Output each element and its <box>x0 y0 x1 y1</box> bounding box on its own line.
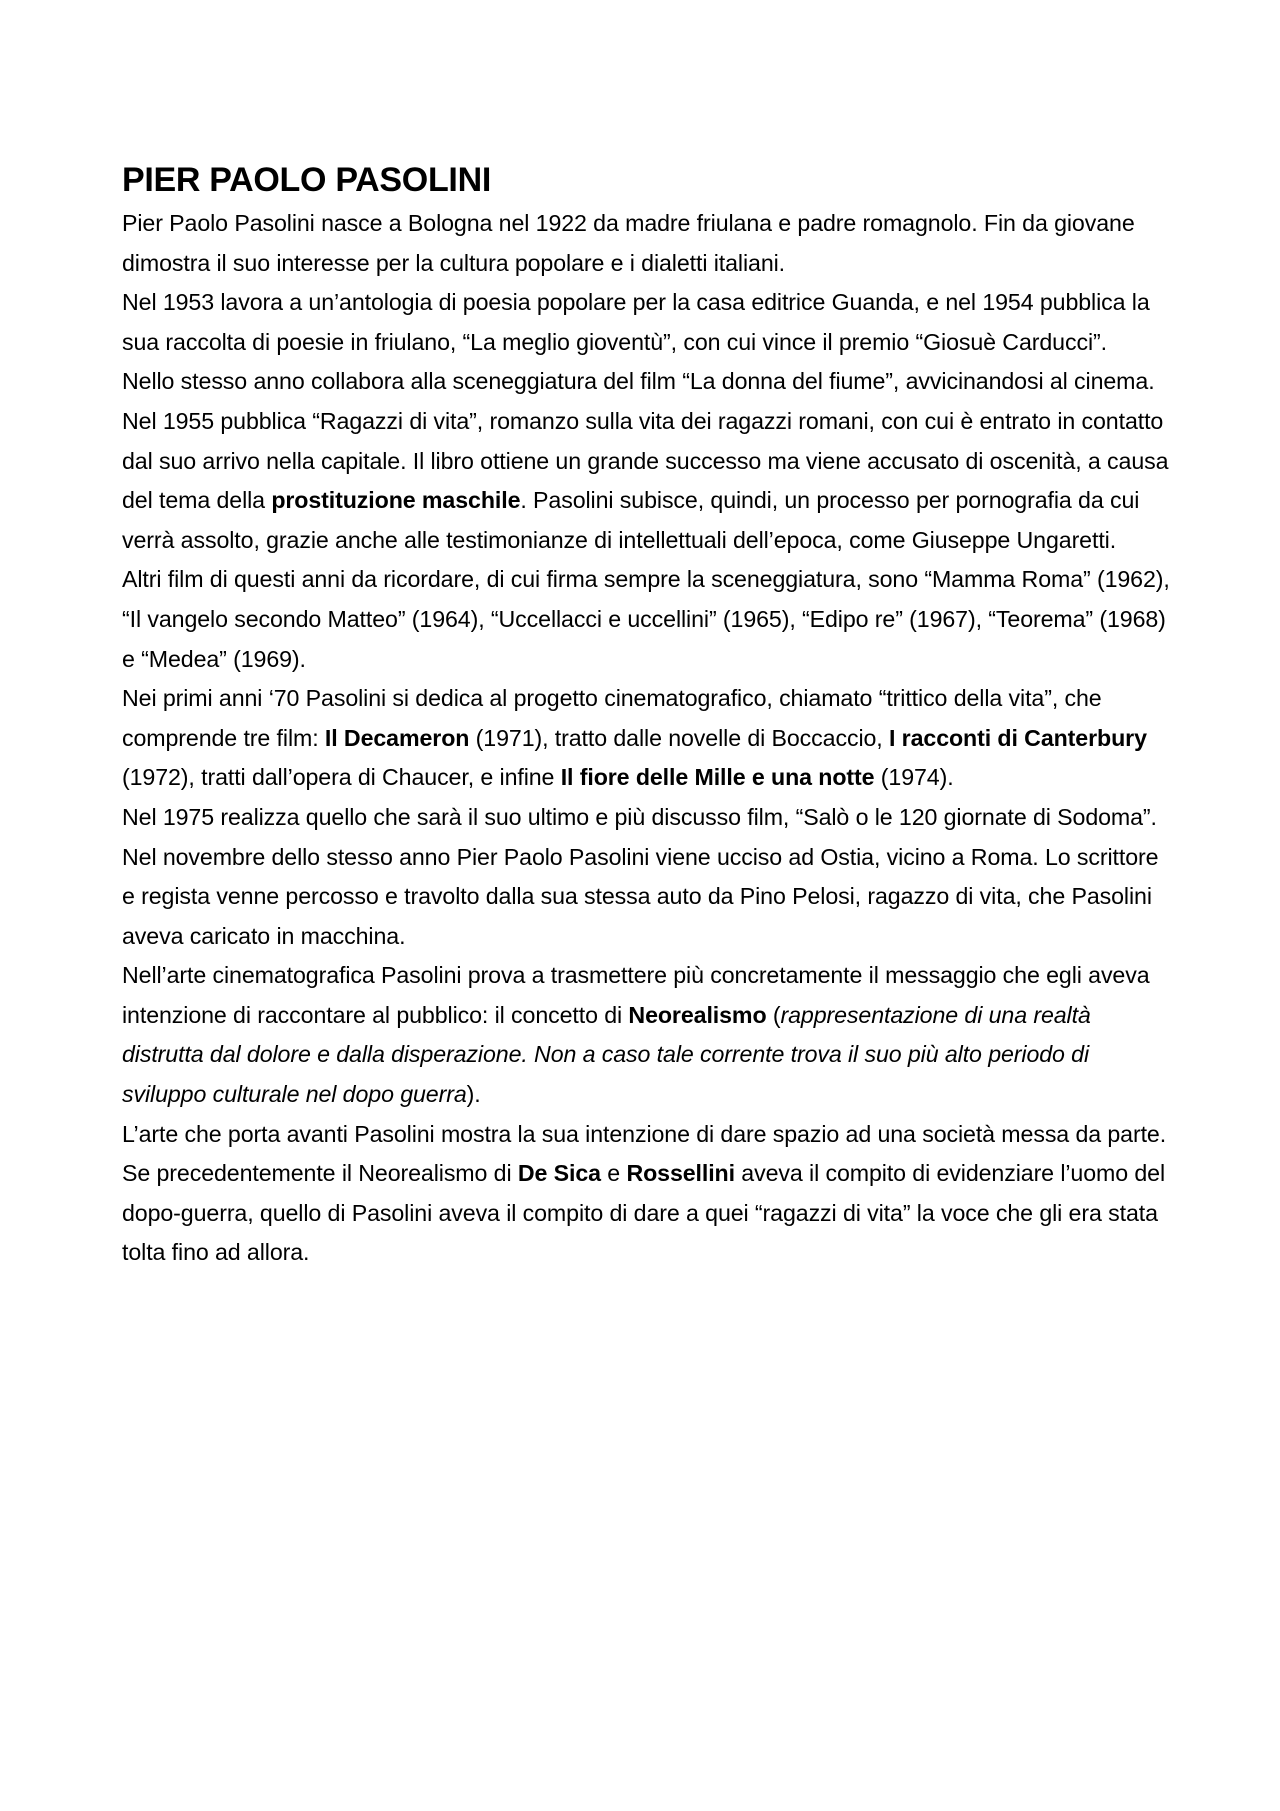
italic-text: rappresentazione di una realtà distrutta dal dolore e dalla disperazione. Non a caso tale corrente trova il suo più alto periodo di sviluppo culturale nel dopo guerra <box>122 1001 1091 1108</box>
paragraph-text: . Pasolini subisce, quindi, un processo per pornografia da cui verrà assolto, grazie anche alle testimonianze di intellettuali dell’epoca, come Giuseppe Ungaretti. <box>122 487 1140 553</box>
paragraph-text: Nel 1953 lavora a un’antologia di poesia popolare per la casa editrice Guanda, e nel 1954 pubblica la sua raccolta di poesie in friulano, “La meglio gioventù”, con cui vince il premio “Giosuè Carducci”. <box>122 289 1150 355</box>
bold-text: Rossellini <box>626 1160 735 1187</box>
paragraph <box>122 362 1172 560</box>
paragraph <box>122 838 1172 957</box>
paragraph-text: Nei primi anni ‘70 Pasolini si dedica al progetto cinematografico, chiamato “trittico della vita”, che comprende tre film: <box>122 685 1102 751</box>
bold-text: I racconti di Canterbury <box>889 724 1147 751</box>
paragraph-text: (1974). <box>874 764 954 791</box>
paragraph-text: (1971), tratto dalle novelle di Boccaccio, <box>469 724 889 751</box>
bold-text: De Sica <box>517 1160 601 1187</box>
paragraph-text: aveva il compito di evidenziare l’uomo del dopo-guerra, quello di Pasolini aveva il compito di dare a quei “ragazzi di vita” la voce che gli era stata tolta fino ad allora. <box>122 1160 1166 1266</box>
paragraph <box>122 679 1172 798</box>
paragraph <box>122 283 1172 362</box>
paragraph-text: (1972), tratti dall’opera di Chaucer, e infine <box>122 764 561 791</box>
paragraph-text: Altri film di questi anni da ricordare, di cui firma sempre la sceneggiatura, sono “Mamma Roma” (1962), “Il vangelo secondo Matteo” (1964), “Uccellacci e uccellini” (1965), “Edipo re” (1967), “Teorema” (1968) e “Medea” (1969). <box>122 566 1170 672</box>
paragraph-text: L’arte che porta avanti Pasolini mostra la sua intenzione di dare spazio ad una società messa da parte. Se precedentemente il Neorealismo di <box>122 1120 1167 1187</box>
document-body <box>122 204 1172 1273</box>
paragraph <box>122 560 1172 679</box>
paragraph-text: ). <box>466 1081 481 1108</box>
paragraph-text: Pier Paolo Pasolini nasce a Bologna nel 1922 da madre friulana e padre romagnolo. Fin da giovane dimostra il suo interesse per la cultura popolare e i dialetti italiani. <box>122 210 1135 276</box>
paragraph-text: ( <box>766 1001 781 1028</box>
paragraph-text: Nel novembre dello stesso anno Pier Paolo Pasolini viene ucciso ad Ostia, vicino a Roma. Lo scrittore e regista venne percosso e travolto dalla sua stessa auto da Pino Pelosi, ragazzo di vita, che Pasolini aveva caricato in macchina. <box>122 843 1159 949</box>
paragraph <box>122 956 1172 1114</box>
paragraph <box>122 204 1172 283</box>
document-page <box>122 158 1172 1273</box>
paragraph-text: Nel 1975 realizza quello che sarà il suo ultimo e più discusso film, “Salò o le 120 giornate di Sodoma”. <box>122 803 1157 830</box>
paragraph <box>122 1115 1172 1273</box>
paragraph-text: Nello stesso anno collabora alla sceneggiatura del film “La donna del fiume”, avvicinandosi al cinema. Nel 1955 pubblica “Ragazzi di vita”, romanzo sulla vita dei ragazzi romani, con cui è entrato in contatto dal suo arrivo nella capitale. Il libro ottiene un grande successo ma viene accusato di oscenità, a causa del tema della <box>122 368 1169 514</box>
bold-text: prostituzione maschile <box>271 487 521 514</box>
paragraph-text: Nell’arte cinematografica Pasolini prova a trasmettere più concretamente il messaggio che egli aveva intenzione di raccontare al pubblico: il concetto di <box>122 962 1150 1028</box>
paragraph-text: e <box>600 1160 627 1187</box>
bold-text: Il Decameron <box>324 724 470 751</box>
bold-text: Neorealismo <box>628 1001 767 1028</box>
paragraph <box>122 798 1172 838</box>
document-title: PIER PAOLO PASOLINI <box>122 161 491 199</box>
bold-text: Il fiore delle Mille e una notte <box>560 764 875 791</box>
